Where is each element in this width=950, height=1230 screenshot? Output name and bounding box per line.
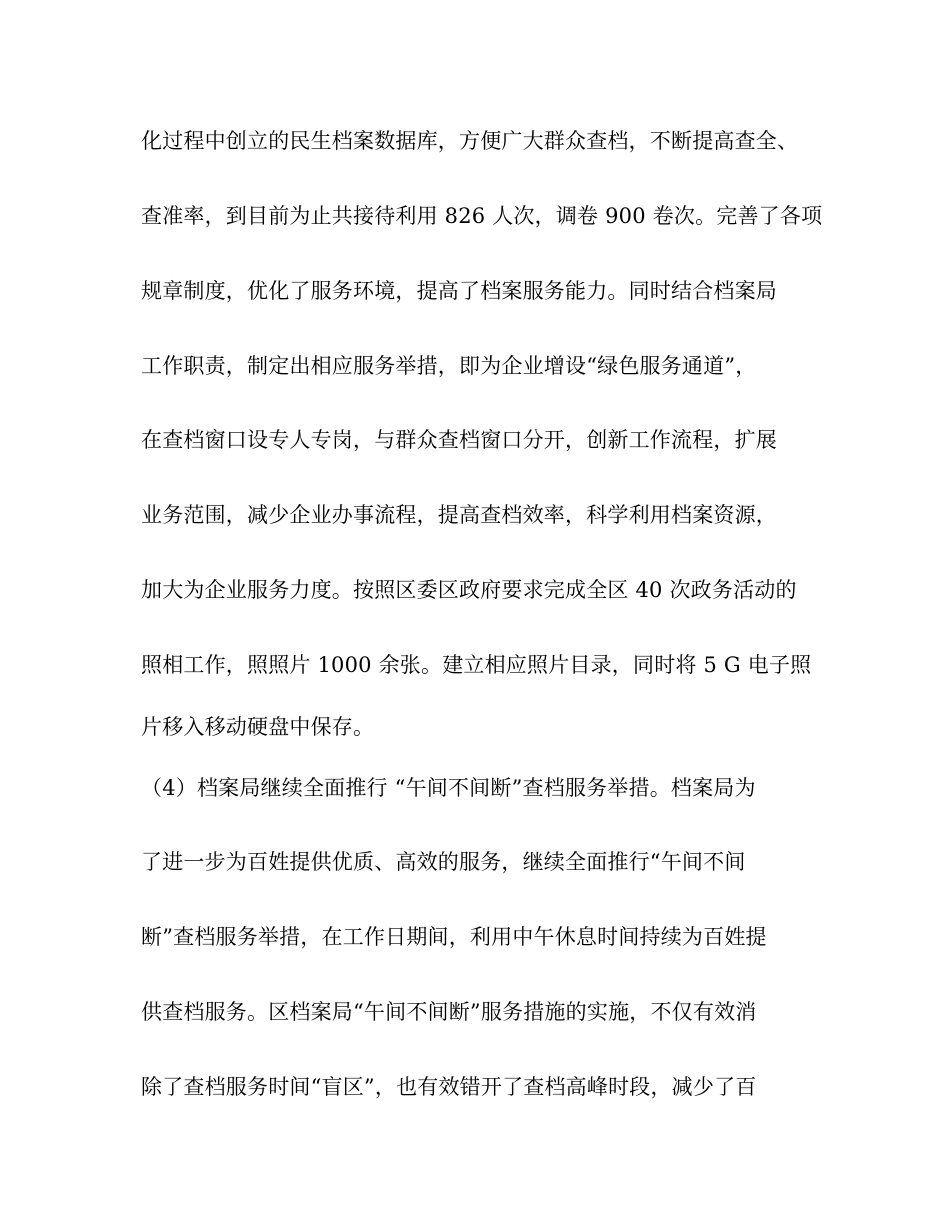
text-line: 业务范围，减少企业办事流程，提高查档效率，科学利用档案资源， <box>141 503 777 527</box>
text-line: 断”查档服务举措，在工作日期间，利用中午休息时间持续为百姓提 <box>141 925 767 949</box>
text-line: 加大为企业服务力度。按照区委区政府要求完成全区 40 次政务活动的 <box>141 578 797 602</box>
text-line: 工作职责，制定出相应服务举措，即为企业增设“绿色服务通道”， <box>141 354 757 378</box>
text-line: 查准率，到目前为止共接待利用 826 人次，调卷 900 卷次。完善了各项 <box>141 204 823 228</box>
text-line: 在查档窗口设专人专岗，与群众查档窗口分开，创新工作流程，扩展 <box>141 428 777 452</box>
text-line: 照相工作，照照片 1000 余张。建立相应照片目录，同时将 5 G 电子照 <box>141 653 812 677</box>
text-line: 化过程中创立的民生档案数据库，方便广大群众查档，不断提高查全、 <box>141 129 799 153</box>
section-heading-line: （4）档案局继续全面推行 “午间不间断”查档服务举措。档案局为 <box>141 776 756 800</box>
text-line: 了进一步为百姓提供优质、高效的服务，继续全面推行“午间不间 <box>141 850 746 874</box>
text-line: 片移入移动硬盘中保存。 <box>141 715 375 739</box>
text-line: 规章制度，优化了服务环境，提高了档案服务能力。同时结合档案局 <box>141 279 777 303</box>
text-line: 供查档服务。区档案局“午间不间断”服务措施的实施，不仅有效消 <box>141 1000 757 1024</box>
text-line: 除了查档服务时间“盲区”，也有效错开了查档高峰时段，减少了百 <box>141 1075 757 1099</box>
